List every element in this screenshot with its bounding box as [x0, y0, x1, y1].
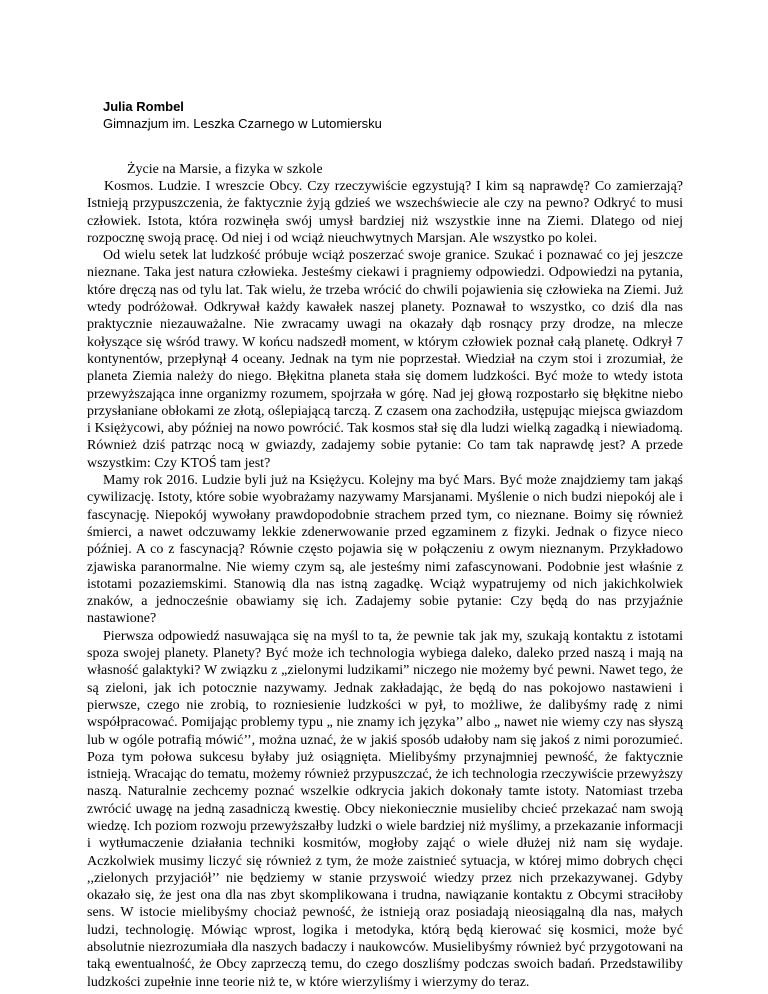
author-name: Julia Rombel	[103, 99, 184, 114]
paragraph-3: Mamy rok 2016. Ludzie byli już na Księżycu. Kolejny ma być Mars. Być może znajdziemy tam jakąś cywilizację. Istoty, które sobie wyobrażamy nazywamy Marsjanami. Myślenie o nich budzi niepokój ale i fascynację. Niepokój wywołany prawdopodobnie strachem przed tym, co nieznane. Boimy się również śmierci, a nawet odczuwamy lekkie zdenerwowanie przed egzaminem z fizyki. Jednak o fizyce nieco później. A co z fascynacją? Równie często pojawia się w połączeniu z owym nieznanym. Przykładowo zjawiska paranormalne. Nie wiemy czym są, ale jesteśmy nimi zafascynowani. Podobnie jest właśnie z istotami pozaziemskimi. Stanowią dla nas istną zagadkę. Wciąż wypatrujemy od nich jakichkolwiek znaków, a jednocześnie obawiamy się ich. Zadajemy sobie pytanie: Czy będą do nas przyjaźnie nastawione?	[87, 473, 683, 627]
paragraph-4: Pierwsza odpowiedź nasuwająca się na myśl to ta, że pewnie tak jak my, szukają kontaktu z istotami spoza swojej planety. Planety? Być może ich technologia wybiega daleko, daleko przed naszą i mają na własność galaktyki? W związku z „zielonymi ludzikami” niczego nie możemy być pewni. Nawet tego, że są zieloni, jak ich potocznie nazywamy. Jednak zakładając, że będą do nas pokojowo nastawieni i pierwsze, czego nie zrobią, to rozniesienie ludzkości w pył, to możliwe, że dalibyśmy radę z nimi współpracować. Pomijając problemy typu „ nie znamy ich języka’’ albo „ nawet nie wiemy czy nas słyszą lub w ogóle potrafią mówić’’, można uznać, że w jakiś sposób udałoby nam się jakoś z nimi porozumieć. Poza tym połowa sukcesu byłaby już osiągnięta. Mielibyśmy przynajmniej pewność, że faktycznie istnieją. Wracając do tematu, możemy również przypuszczać, że ich technologia rzeczywiście przewyższy naszą. Naturalnie zechcemy poznać wszelkie odkrycia jakich dokonały tamte istoty. Natomiast trzeba zwrócić uwagę na jedną zasadniczą kwestię. Obcy niekoniecznie musieliby chcieć przekazać nam swoją wiedzę. Ich poziom rozwoju przewyższałby ludzki o wiele bardziej niż myślimy, a przekazanie informacji i wytłumaczenie działania techniki kosmitów, mogłoby zająć o wiele dłużej niż nam się wydaje. Aczkolwiek musimy liczyć się również z tym, że może zaistnieć sytuacja, w której mimo dobrych chęci ,,zielonych przyjaciół’’ nie będziemy w stanie przyswoić wiedzy przez nich przekazywanej. Gdyby okazało się, że jest ona dla nas zbyt skomplikowana i trudna, nawiązanie kontaktu z Obcymi straciłoby sens. W istocie mielibyśmy chociaż pewność, że istnieją oraz posiadają nieosiągalną dla nas, małych ludzi, technologię. Mówiąc wprost, logika i metodyka, którą będą kierować się kosmici, może być absolutnie niezrozumiała dla naszych badaczy i naukowców. Musielibyśmy również być przygotowani na taką ewentualność, że Obcy zaprzeczą temu, do czego doszliśmy podczas swoich badań. Przedstawiliby ludzkości zupełnie inne teorie niż te, w które wierzyliśmy i wierzymy do teraz.	[87, 628, 683, 990]
essay-body	[87, 178, 683, 991]
paragraph-2: Od wielu setek lat ludzkość próbuje wciąż poszerzać swoje granice. Szukać i poznawać co jej jeszcze nieznane. Taka jest natura człowieka. Jesteśmy ciekawi i pragniemy odpowiedzi. Odpowiedzi na pytania, które dręczą nas od tylu lat. Tak wielu, że trzeba wrócić do chwili pojawienia się człowieka na Ziemi. Już wtedy podróżował. Odkrywał każdy kawałek naszej planety. Poznawał to wszystko, co dziś dla nas praktycznie niezauważalne. Nie zwracamy uwagi na okazały dąb rosnący przy drodze, na mlecze kołyszące się wśród trawy. W końcu nadszedł moment, w którym człowiek poznał całą planetę. Odkrył 7 kontynentów, przepłynął 4 oceany. Jednak na tym nie poprzestał. Wiedział na czym stoi i zrozumiał, że planeta Ziemia należy do niego. Błękitna planeta stała się domem ludzkości. Być może to wtedy istota przewyższająca inne organizmy rozumem, spojrzała w górę. Nad jej głową rozpostarło się błękitne niebo przysłaniane obłokami ze złotą, oślepiającą tarczą. Z czasem ona zachodziła, ustępując miejsca gwiazdom i Księżycowi, aby później na nowo powrócić. Tak kosmos stał się dla ludzi wielką zagadką i niewiadomą. Również dziś patrząc nocą w gwiazdy, zadajemy sobie pytanie: Co tam tak naprawdę jest? A przede wszystkim: Czy KTOŚ tam jest?	[87, 248, 683, 471]
school-name: Gimnazjum im. Leszka Czarnego w Lutomiersku	[103, 116, 382, 131]
paragraph-1: Kosmos. Ludzie. I wreszcie Obcy. Czy rzeczywiście egzystują? I kim są naprawdę? Co zamierzają? Istnieją przypuszczenia, że faktycznie żyją gdzieś we wszechświecie ale czy na pewno? Odkryć to musi człowiek. Istota, która rozwinęła swój umysł bardziej niż wszystkie inne na Ziemi. Dlatego od niej rozpocznę swoją pracę. Od niej i od wciąż nieuchwytnych Marsjan. Ale wszystko po kolei.	[87, 179, 683, 246]
essay-title: Życie na Marsie, a fizyka w szkole	[127, 162, 323, 177]
